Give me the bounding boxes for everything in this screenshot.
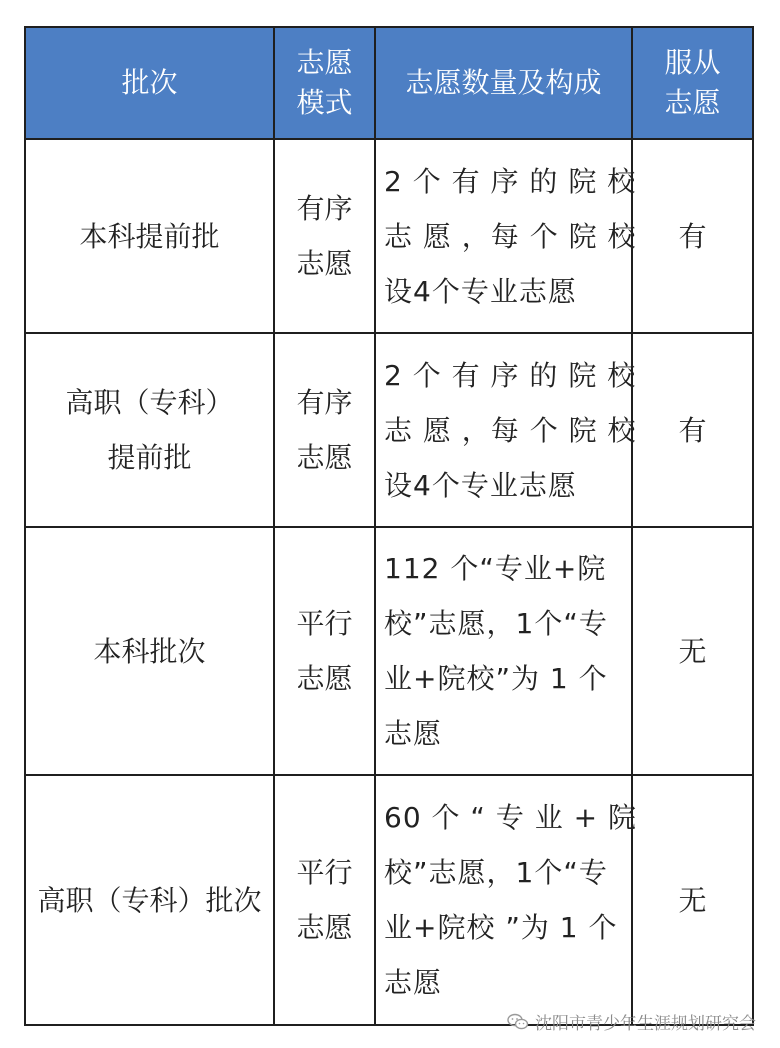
cell-mode: 有序 志愿 [274, 139, 375, 333]
watermark-text: 沈阳市青少年生涯规划研究会 [535, 1014, 756, 1034]
table-row [25, 527, 753, 775]
header-mode: 志愿 模式 [274, 27, 375, 139]
cell-desc: 60 个 “ 专 业 + 院 校”志愿，1个“专 业+院校 ”为 1 个 志愿 [375, 775, 632, 1025]
cell-batch: 本科提前批 [25, 139, 274, 333]
cell-obey: 无 [632, 527, 753, 775]
cell-batch: 高职（专科）批次 [25, 775, 274, 1025]
wechat-icon [507, 1013, 529, 1031]
header-batch: 批次 [25, 27, 274, 139]
watermark [507, 1009, 756, 1034]
cell-obey: 有 [632, 333, 753, 527]
cell-obey: 无 [632, 775, 753, 1025]
table-row [25, 139, 753, 333]
cell-desc: 112 个“专业+院 校”志愿，1个“专 业+院校”为 1 个 志愿 [375, 527, 632, 775]
cell-desc: 2 个 有 序 的 院 校 志 愿 ，每 个 院 校 设4个专业志愿 [375, 139, 632, 333]
header-quantity: 志愿数量及构成 [375, 27, 632, 139]
cell-desc: 2 个 有 序 的 院 校 志 愿 ，每 个 院 校 设4个专业志愿 [375, 333, 632, 527]
cell-mode: 平行 志愿 [274, 775, 375, 1025]
cell-batch: 高职（专科） 提前批 [25, 333, 274, 527]
table-row [25, 775, 753, 1025]
table-row [25, 333, 753, 527]
volunteer-table [24, 26, 754, 1026]
cell-mode: 平行 志愿 [274, 527, 375, 775]
table-header-row [25, 27, 753, 139]
cell-mode: 有序 志愿 [274, 333, 375, 527]
cell-obey: 有 [632, 139, 753, 333]
header-obey: 服从 志愿 [632, 27, 753, 139]
cell-batch: 本科批次 [25, 527, 274, 775]
